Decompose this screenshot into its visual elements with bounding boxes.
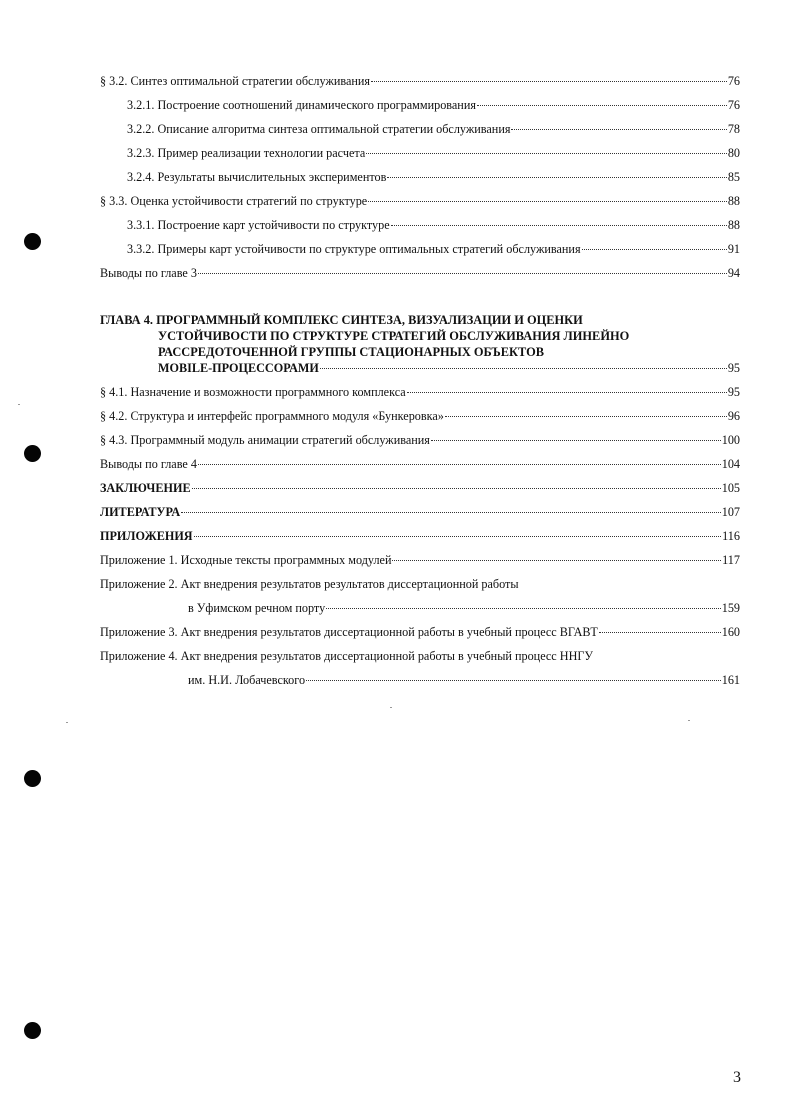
- dot-leader: [371, 80, 727, 82]
- toc-entry-page: 88: [727, 194, 740, 208]
- toc-entry-page: 107: [721, 505, 740, 519]
- toc-entry-page: 104: [721, 457, 740, 471]
- dot-leader: [407, 391, 727, 393]
- toc-entry[interactable]: [100, 384, 740, 400]
- toc-entry-appendices[interactable]: [100, 528, 740, 544]
- toc-entry[interactable]: [100, 600, 740, 616]
- toc-entry-literature[interactable]: [100, 504, 740, 520]
- dot-leader: [477, 104, 727, 106]
- toc-entry-page: 76: [727, 98, 740, 112]
- dot-leader: [320, 367, 727, 369]
- chapter-heading-line: ГЛАВА 4. ПРОГРАММНЫЙ КОМПЛЕКС СИНТЕЗА, ВИЗУАЛИЗАЦИИ И ОЦЕНКИ: [100, 313, 583, 327]
- toc-entry-page: 100: [721, 433, 740, 447]
- toc-entry-page: 116: [722, 529, 740, 543]
- toc-entry-conclusion[interactable]: [100, 480, 740, 496]
- toc-entry-label: § 4.3. Программный модуль анимации стратегий обслуживания: [100, 433, 430, 447]
- toc-entry-label: ПРИЛОЖЕНИЯ: [100, 529, 193, 543]
- toc-entry-page: 91: [727, 242, 740, 256]
- dot-leader: [387, 176, 726, 178]
- toc-entry[interactable]: [100, 552, 740, 568]
- scan-speck: [688, 720, 690, 721]
- toc-entry-page: 117: [722, 553, 740, 567]
- dot-leader: [366, 152, 727, 154]
- dot-leader: [599, 631, 721, 633]
- toc-entry[interactable]: [100, 121, 740, 137]
- scan-speck: [18, 404, 20, 405]
- toc-entry-label[interactable]: Приложение 2. Акт внедрения результатов результатов диссертационной работы: [100, 577, 519, 591]
- toc-entry[interactable]: [100, 456, 740, 472]
- toc-entry[interactable]: [100, 73, 740, 89]
- toc-entry-page: 95: [727, 361, 740, 375]
- toc-entry[interactable]: [100, 169, 740, 185]
- binder-hole-3: [24, 770, 41, 787]
- binder-hole-2: [24, 445, 41, 462]
- toc-entry-label: § 4.2. Структура и интерфейс программного модуля «Бункеровка»: [100, 409, 444, 423]
- toc-entry-label: в Уфимском речном порту: [188, 601, 326, 615]
- toc-entry-label: 3.3.1. Построение карт устойчивости по структуре: [127, 218, 390, 232]
- scan-speck: [390, 707, 392, 708]
- toc-entry-page: 88: [727, 218, 740, 232]
- toc-entry[interactable]: [100, 265, 740, 281]
- toc-entry-page: 160: [721, 625, 740, 639]
- toc-entry-label: § 3.3. Оценка устойчивости стратегий по структуре: [100, 194, 368, 208]
- chapter-heading-line: УСТОЙЧИВОСТИ ПО СТРУКТУРЕ СТРАТЕГИЙ ОБСЛУЖИВАНИЯ ЛИНЕЙНО: [158, 329, 630, 343]
- dot-leader: [326, 607, 721, 609]
- toc-entry[interactable]: [100, 145, 740, 161]
- dot-leader: [368, 200, 727, 202]
- toc-entry-label: 3.2.1. Построение соотношений динамического программирования: [127, 98, 476, 112]
- dot-leader: [582, 248, 727, 250]
- toc-entry-label: § 3.2. Синтез оптимальной стратегии обслуживания: [100, 74, 371, 88]
- dot-leader: [198, 463, 721, 465]
- binder-hole-1: [24, 233, 41, 250]
- toc-entry-page: 78: [727, 122, 740, 136]
- toc-entry-label: 3.2.4. Результаты вычислительных экспериментов: [127, 170, 387, 184]
- dot-leader: [198, 272, 727, 274]
- dot-leader: [392, 559, 721, 561]
- toc-entry[interactable]: [100, 432, 740, 448]
- toc-entry-label: ЗАКЛЮЧЕНИЕ: [100, 481, 191, 495]
- toc-entry-page: 159: [721, 601, 740, 615]
- toc-entry-page: 80: [727, 146, 740, 160]
- toc-entry[interactable]: [100, 408, 740, 424]
- binder-hole-4: [24, 1022, 41, 1039]
- toc-entry-page: 76: [727, 74, 740, 88]
- toc-entry[interactable]: [100, 97, 740, 113]
- toc-entry-label: Выводы по главе 3: [100, 266, 197, 280]
- toc-entry-label: 3.2.3. Пример реализации технологии расчета: [127, 146, 366, 160]
- dot-leader: [431, 439, 721, 441]
- dot-leader: [194, 535, 722, 537]
- toc-entry-page: 96: [727, 409, 740, 423]
- page-number: 3: [733, 1069, 741, 1086]
- toc-entry[interactable]: [100, 624, 740, 640]
- toc-entry-page: 94: [727, 266, 740, 280]
- dot-leader: [181, 511, 721, 513]
- dot-leader: [192, 487, 721, 489]
- toc-entry[interactable]: [100, 241, 740, 257]
- toc-entry-label[interactable]: Приложение 4. Акт внедрения результатов диссертационной работы в учебный процесс ННГУ: [100, 649, 594, 663]
- toc-entry-page: 161: [721, 673, 740, 687]
- chapter-4-heading[interactable]: [100, 312, 740, 360]
- toc-entry-page: 85: [727, 170, 740, 184]
- toc-entry-label: § 4.1. Назначение и возможности программного комплекса: [100, 385, 406, 399]
- toc-entry-label: Приложение 1. Исходные тексты программных модулей: [100, 553, 392, 567]
- toc-entry-label: Приложение 3. Акт внедрения результатов диссертационной работы в учебный процесс ВГАВТ: [100, 625, 598, 639]
- toc-entry-label: им. Н.И. Лобачевского: [188, 673, 306, 687]
- toc-entry-label: Выводы по главе 4: [100, 457, 197, 471]
- toc-entry-label: 3.2.2. Описание алгоритма синтеза оптимальной стратегии обслуживания: [127, 122, 511, 136]
- chapter-heading-line: РАССРЕДОТОЧЕННОЙ ГРУППЫ СТАЦИОНАРНЫХ ОБЪЕКТОВ: [158, 345, 544, 359]
- dot-leader: [445, 415, 727, 417]
- dot-leader: [511, 128, 726, 130]
- toc-entry-label: MOBILE-ПРОЦЕССОРАМИ: [158, 361, 319, 375]
- scan-speck: [66, 722, 68, 723]
- dot-leader: [306, 679, 721, 681]
- dot-leader: [391, 224, 727, 226]
- toc-entry-page: 105: [721, 481, 740, 495]
- toc-entry-label: 3.3.2. Примеры карт устойчивости по структуре оптимальных стратегий обслуживания: [127, 242, 581, 256]
- toc-entry-page: 95: [727, 385, 740, 399]
- toc-entry[interactable]: [100, 217, 740, 233]
- toc-entry-label: ЛИТЕРАТУРА: [100, 505, 181, 519]
- toc-entry[interactable]: [100, 360, 740, 376]
- toc-entry[interactable]: [100, 193, 740, 209]
- toc-entry[interactable]: [100, 672, 740, 688]
